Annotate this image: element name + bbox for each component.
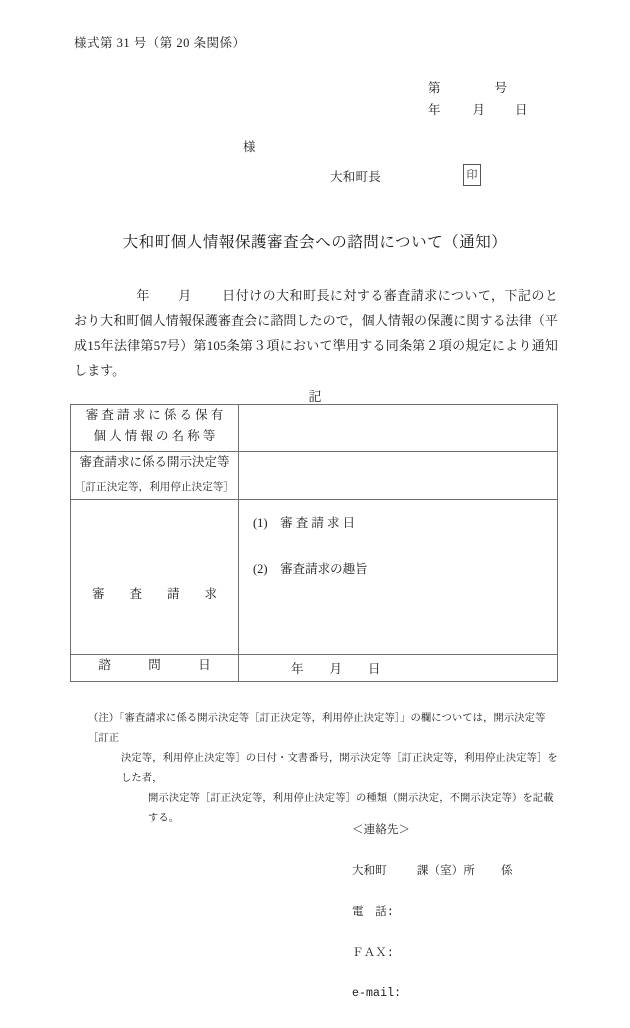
table-row bbox=[71, 452, 558, 500]
date-year-label: 年 bbox=[428, 103, 441, 117]
consultation-day-label: 日 bbox=[368, 662, 381, 676]
contact-section: 課（室）所 bbox=[416, 864, 475, 878]
row-label-disclosure-decision bbox=[71, 452, 239, 500]
contact-heading: ＜連絡先＞ bbox=[352, 824, 411, 838]
row-label-text: 諮 問 日 bbox=[98, 658, 211, 672]
date-day-label: 日 bbox=[515, 103, 528, 117]
contact-tel-label: 電 話: bbox=[352, 905, 394, 919]
review-request-item-2: (2) 審査請求の趣旨 bbox=[253, 562, 368, 576]
contact-fax-label: ＦＡＸ: bbox=[352, 946, 394, 960]
contact-office-line bbox=[352, 865, 513, 879]
row-value-review-request[interactable] bbox=[239, 500, 558, 655]
table-row bbox=[71, 500, 558, 655]
row-label-consultation-date bbox=[71, 655, 239, 682]
row-label-subnote: ［訂正決定等，利用停止決定等］ bbox=[74, 482, 235, 493]
contact-email-label: e-mail: bbox=[352, 987, 402, 1001]
document-date-line bbox=[428, 100, 528, 118]
contact-town: 大和町 bbox=[352, 864, 387, 878]
body-month-label: 月 bbox=[177, 288, 192, 303]
row-label-line2: 個 人 情 報 の 名 称 等 bbox=[93, 429, 216, 443]
page-title: 大和町個人情報保護審査会への諮問について（通知） bbox=[122, 234, 508, 251]
addressee-honorific: 様 bbox=[243, 140, 256, 154]
document-number-suffix: 号 bbox=[494, 81, 508, 95]
issuer-name: 大和町長 bbox=[330, 170, 382, 184]
ki-marker: 記 bbox=[308, 389, 322, 404]
footnote-line-2: 決定等，利用停止決定等］の日付・文書番号，開示決定等［訂正決定等，利用停止決定等］をした者， bbox=[121, 753, 558, 784]
form-number: 様式第 31 号（第 20 条関係） bbox=[74, 36, 246, 50]
table-row bbox=[71, 405, 558, 452]
consultation-month-label: 月 bbox=[329, 662, 343, 676]
row-value-disclosure-decision[interactable] bbox=[239, 452, 558, 500]
footnote-line-3: 開示決定等［訂正決定等，利用停止決定等］の種類（開示決定，不開示決定等）を記載する。 bbox=[148, 793, 554, 824]
body-paragraph bbox=[74, 283, 558, 383]
contact-block bbox=[352, 797, 513, 1028]
body-text: 日付けの大和町長に対する審査請求について，下記のとおり大和町個人情報保護審査会に諮問したので，個人情報の保護に関する法律（平成15年法律第57号）第105条第３項において準用する同条第２項の規定により通知します。 bbox=[74, 288, 558, 378]
row-value-consultation-date[interactable] bbox=[239, 655, 558, 682]
row-label-line1: 審 査 請 求 に 係 る 保 有 bbox=[85, 408, 224, 422]
document-number-line bbox=[428, 78, 507, 96]
body-year-label: 年 bbox=[136, 288, 150, 303]
table-row bbox=[71, 655, 558, 682]
row-value-holding-info[interactable] bbox=[239, 405, 558, 452]
request-detail-table bbox=[70, 404, 558, 682]
row-label-holding-info bbox=[71, 405, 239, 452]
footnote-line-1: （注）「審査請求に係る開示決定等［訂正決定等，利用停止決定等］」の欄については，開示決定等［訂正 bbox=[88, 713, 546, 744]
contact-unit: 係 bbox=[500, 864, 513, 878]
seal-stamp-box: 印 bbox=[463, 164, 481, 186]
date-month-label: 月 bbox=[472, 103, 486, 117]
row-label-main: 審査請求に係る開示決定等 bbox=[79, 455, 230, 469]
row-label-review-request bbox=[71, 500, 239, 655]
review-request-item-1: (1) 審 査 請 求 日 bbox=[253, 516, 356, 530]
document-number-label: 第 bbox=[428, 81, 441, 95]
consultation-year-label: 年 bbox=[291, 662, 304, 676]
row-label-text: 審 査 請 求 bbox=[91, 587, 217, 601]
